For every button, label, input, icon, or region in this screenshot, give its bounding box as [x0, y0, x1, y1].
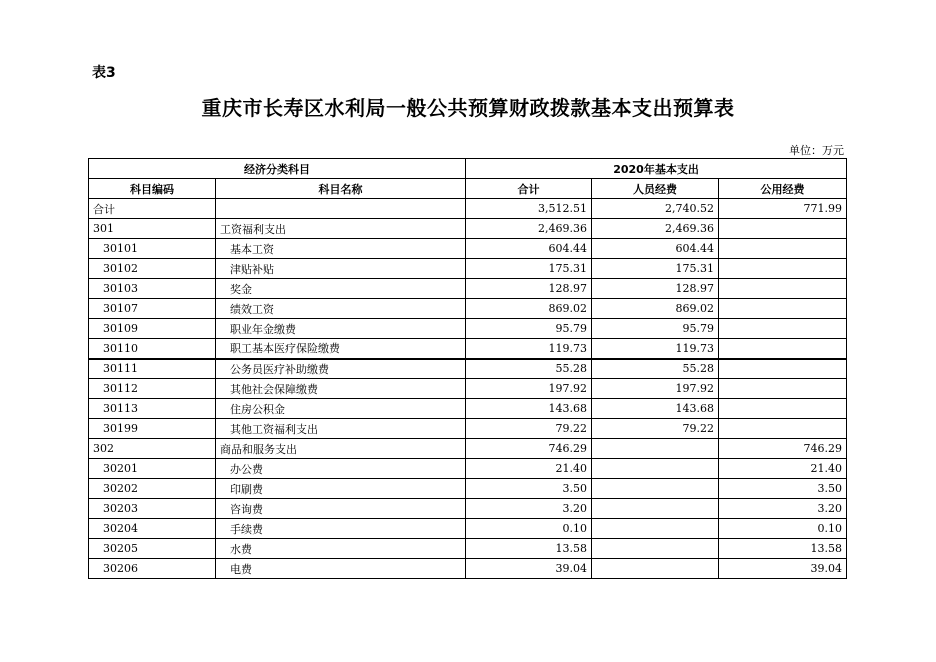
table-row — [89, 559, 847, 579]
row-subject-code: 30201 — [89, 459, 216, 479]
row-public-cost: 21.40 — [719, 459, 847, 479]
row-public-cost: 3.50 — [719, 479, 847, 499]
row-total: 3.20 — [466, 499, 592, 519]
header-personnel-cost: 人员经费 — [592, 179, 719, 199]
row-total: 604.44 — [466, 239, 592, 259]
document-title: 重庆市长寿区水利局一般公共预算财政拨款基本支出预算表 — [201, 96, 735, 120]
row-public-cost: 771.99 — [719, 199, 847, 219]
row-subject-name: 公务员医疗补助缴费 — [216, 359, 466, 379]
row-total: 746.29 — [466, 439, 592, 459]
table-row — [89, 399, 847, 419]
row-subject-name: 基本工资 — [216, 239, 466, 259]
row-subject-name: 工资福利支出 — [216, 219, 466, 239]
row-subject-code: 合计 — [89, 199, 216, 219]
table-row — [89, 359, 847, 379]
row-public-cost — [719, 359, 847, 379]
row-subject-name: 其他工资福利支出 — [216, 419, 466, 439]
row-subject-name: 商品和服务支出 — [216, 439, 466, 459]
row-subject-name: 住房公积金 — [216, 399, 466, 419]
row-subject-name: 其他社会保障缴费 — [216, 379, 466, 399]
row-subject-code: 302 — [89, 439, 216, 459]
row-subject-code: 30199 — [89, 419, 216, 439]
header-economic-category: 经济分类科目 — [89, 159, 466, 179]
row-total: 143.68 — [466, 399, 592, 419]
row-public-cost: 39.04 — [719, 559, 847, 579]
row-subject-name: 手续费 — [216, 519, 466, 539]
row-subject-name: 办公费 — [216, 459, 466, 479]
table-row — [89, 319, 847, 339]
row-public-cost — [719, 419, 847, 439]
row-public-cost — [719, 339, 847, 359]
row-total: 197.92 — [466, 379, 592, 399]
unit-label: 单位：万元 — [789, 144, 844, 157]
row-personnel-cost: 604.44 — [592, 239, 719, 259]
row-total: 39.04 — [466, 559, 592, 579]
row-total: 119.73 — [466, 339, 592, 359]
row-subject-code: 30107 — [89, 299, 216, 319]
table-row — [89, 199, 847, 219]
row-personnel-cost: 95.79 — [592, 319, 719, 339]
table-body — [89, 199, 847, 579]
row-subject-code: 30111 — [89, 359, 216, 379]
row-total: 95.79 — [466, 319, 592, 339]
row-subject-code: 301 — [89, 219, 216, 239]
row-public-cost — [719, 239, 847, 259]
row-personnel-cost: 197.92 — [592, 379, 719, 399]
table-row — [89, 339, 847, 359]
row-total: 79.22 — [466, 419, 592, 439]
row-public-cost: 13.58 — [719, 539, 847, 559]
row-personnel-cost: 55.28 — [592, 359, 719, 379]
row-subject-name: 津贴补贴 — [216, 259, 466, 279]
table-row — [89, 379, 847, 399]
row-subject-name: 水费 — [216, 539, 466, 559]
row-personnel-cost: 175.31 — [592, 259, 719, 279]
table-row — [89, 499, 847, 519]
row-public-cost: 0.10 — [719, 519, 847, 539]
row-subject-code: 30206 — [89, 559, 216, 579]
row-personnel-cost: 2,469.36 — [592, 219, 719, 239]
row-total: 175.31 — [466, 259, 592, 279]
row-subject-code: 30205 — [89, 539, 216, 559]
header-subject-name: 科目名称 — [216, 179, 466, 199]
table-row — [89, 279, 847, 299]
row-personnel-cost — [592, 439, 719, 459]
table-row — [89, 239, 847, 259]
table-row — [89, 519, 847, 539]
row-personnel-cost — [592, 479, 719, 499]
row-personnel-cost: 869.02 — [592, 299, 719, 319]
table-row — [89, 299, 847, 319]
row-subject-code: 30112 — [89, 379, 216, 399]
row-total: 21.40 — [466, 459, 592, 479]
row-subject-name: 电费 — [216, 559, 466, 579]
header-group-row — [89, 159, 847, 179]
row-subject-code: 30101 — [89, 239, 216, 259]
row-personnel-cost: 128.97 — [592, 279, 719, 299]
row-personnel-cost — [592, 539, 719, 559]
row-total: 13.58 — [466, 539, 592, 559]
header-basic-expenditure: 2020年基本支出 — [466, 159, 847, 179]
table-row — [89, 439, 847, 459]
row-personnel-cost: 79.22 — [592, 419, 719, 439]
row-subject-name — [216, 199, 466, 219]
table-row — [89, 479, 847, 499]
row-personnel-cost — [592, 459, 719, 479]
row-subject-name: 咨询费 — [216, 499, 466, 519]
row-subject-name: 职业年金缴费 — [216, 319, 466, 339]
row-public-cost: 3.20 — [719, 499, 847, 519]
row-personnel-cost — [592, 499, 719, 519]
row-subject-code: 30103 — [89, 279, 216, 299]
row-personnel-cost — [592, 559, 719, 579]
row-total: 3.50 — [466, 479, 592, 499]
row-public-cost: 746.29 — [719, 439, 847, 459]
header-subject-code: 科目编码 — [89, 179, 216, 199]
table-number-label: 表3 — [92, 65, 116, 81]
row-public-cost — [719, 219, 847, 239]
row-total: 0.10 — [466, 519, 592, 539]
row-total: 3,512.51 — [466, 199, 592, 219]
row-subject-name: 奖金 — [216, 279, 466, 299]
table-row — [89, 459, 847, 479]
row-personnel-cost: 143.68 — [592, 399, 719, 419]
row-total: 2,469.36 — [466, 219, 592, 239]
row-personnel-cost: 2,740.52 — [592, 199, 719, 219]
header-column-row — [89, 179, 847, 199]
row-subject-code: 30110 — [89, 339, 216, 359]
row-personnel-cost — [592, 519, 719, 539]
row-total: 128.97 — [466, 279, 592, 299]
row-public-cost — [719, 399, 847, 419]
row-subject-code: 30109 — [89, 319, 216, 339]
row-subject-code: 30204 — [89, 519, 216, 539]
row-public-cost — [719, 299, 847, 319]
row-subject-code: 30113 — [89, 399, 216, 419]
row-total: 55.28 — [466, 359, 592, 379]
table-header — [89, 159, 847, 199]
row-public-cost — [719, 259, 847, 279]
row-subject-code: 30203 — [89, 499, 216, 519]
table-row — [89, 419, 847, 439]
row-subject-name: 职工基本医疗保险缴费 — [216, 339, 466, 359]
table-row — [89, 259, 847, 279]
row-total: 869.02 — [466, 299, 592, 319]
row-personnel-cost: 119.73 — [592, 339, 719, 359]
row-public-cost — [719, 319, 847, 339]
row-subject-name: 绩效工资 — [216, 299, 466, 319]
header-public-cost: 公用经费 — [719, 179, 847, 199]
table-row — [89, 539, 847, 559]
row-public-cost — [719, 379, 847, 399]
header-total: 合计 — [466, 179, 592, 199]
row-subject-name: 印刷费 — [216, 479, 466, 499]
table-row — [89, 219, 847, 239]
row-public-cost — [719, 279, 847, 299]
row-subject-code: 30102 — [89, 259, 216, 279]
budget-table — [88, 158, 847, 579]
row-subject-code: 30202 — [89, 479, 216, 499]
